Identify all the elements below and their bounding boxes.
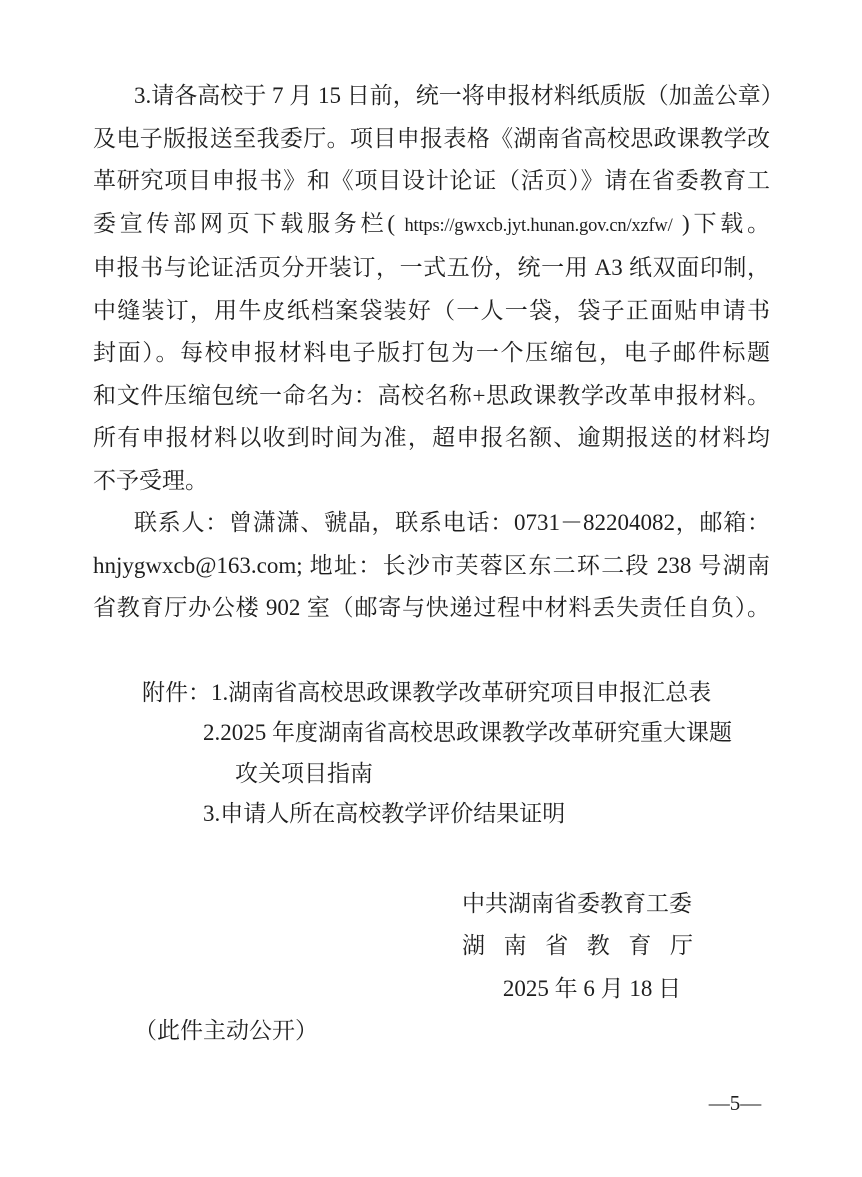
attachments-section [93, 673, 770, 835]
contact-line-2 [93, 545, 770, 588]
download-url-suffix: )下载。 [672, 210, 770, 236]
contact-phone-label: ，联系电话： [371, 510, 514, 535]
contact-names: 曾潇潇、虢晶 [229, 510, 372, 535]
disclosure-notice: （此件主动公开） [134, 1018, 318, 1043]
submission-line-2: 及电子版报送至我委厅。项目申报表格《湖南省高校思政课教学改 [93, 125, 770, 151]
attachment-item-2: 2.2025 年度湖南省高校思政课教学改革研究重大课题 [203, 720, 732, 745]
submission-line-4 [93, 203, 770, 248]
signature-block [462, 883, 693, 1011]
submission-line-9: 所有申报材料以收到时间为准，超申报名额、逾期报送的材料均 [93, 425, 770, 450]
attachment-item-1: 1.湖南省高校思政课教学改革研究项目申报汇总表 [211, 679, 712, 705]
issuer-party-committee: 中共湖南省委教育工委 [462, 890, 692, 916]
contact-line-3: 省教育厅办公楼 902 室（邮寄与快递过程中材料丢失责任自负）。 [93, 595, 770, 620]
download-url: https://gwxcb.jyt.hunan.gov.cn/xzfw/ [404, 215, 673, 236]
submission-line-1: 3.请各高校于 7 月 15 日前，统一将申报材料纸质版（加盖公章） [134, 83, 784, 108]
submission-line-7: 封面）。每校申报材料电子版打包为一个压缩包，电子邮件标题 [93, 340, 770, 365]
contact-email: hnjygwxcb@163.com [93, 552, 297, 578]
submission-line-10: 不予受理。 [93, 467, 208, 493]
contact-phone: 0731－82204082 [514, 510, 675, 535]
attachment-item-1-row [142, 673, 770, 714]
submission-line-6: 中缝装订，用牛皮纸档案袋装好（一人一袋，袋子正面贴申请书 [93, 297, 770, 323]
submission-line-8: 和文件压缩包统一命名为：高校名称+思政课教学改革申报材料。 [93, 382, 770, 408]
submission-line-5: 申报书与论证活页分开装订，一式五份，统一用 A3 纸双面印制， [93, 255, 770, 280]
contact-label: 联系人： [134, 510, 229, 535]
issue-date: 2025 年 6 月 18 日 [502, 975, 682, 1001]
attachment-item-2-continued: 攻关项目指南 [235, 760, 373, 786]
contact-line-1 [93, 502, 770, 545]
attachments-label: 附件： [142, 679, 211, 705]
submission-line-3: 革研究项目申报书》和《项目设计论证（活页）》请在省委教育工 [93, 168, 770, 193]
contact-email-label: ，邮箱： [675, 510, 770, 535]
page-number: —5— [708, 1091, 762, 1115]
contact-address: ; 地址：长沙市芙蓉区东二环二段 238 号湖南 [296, 552, 770, 578]
document-body [93, 75, 784, 1053]
issuer-education-department: 湖南省教育厅 [462, 933, 693, 958]
attachment-item-3: 3.申请人所在高校教学评价结果证明 [203, 801, 566, 826]
download-url-prefix: 委宣传部网页下载服务栏( [93, 210, 405, 236]
